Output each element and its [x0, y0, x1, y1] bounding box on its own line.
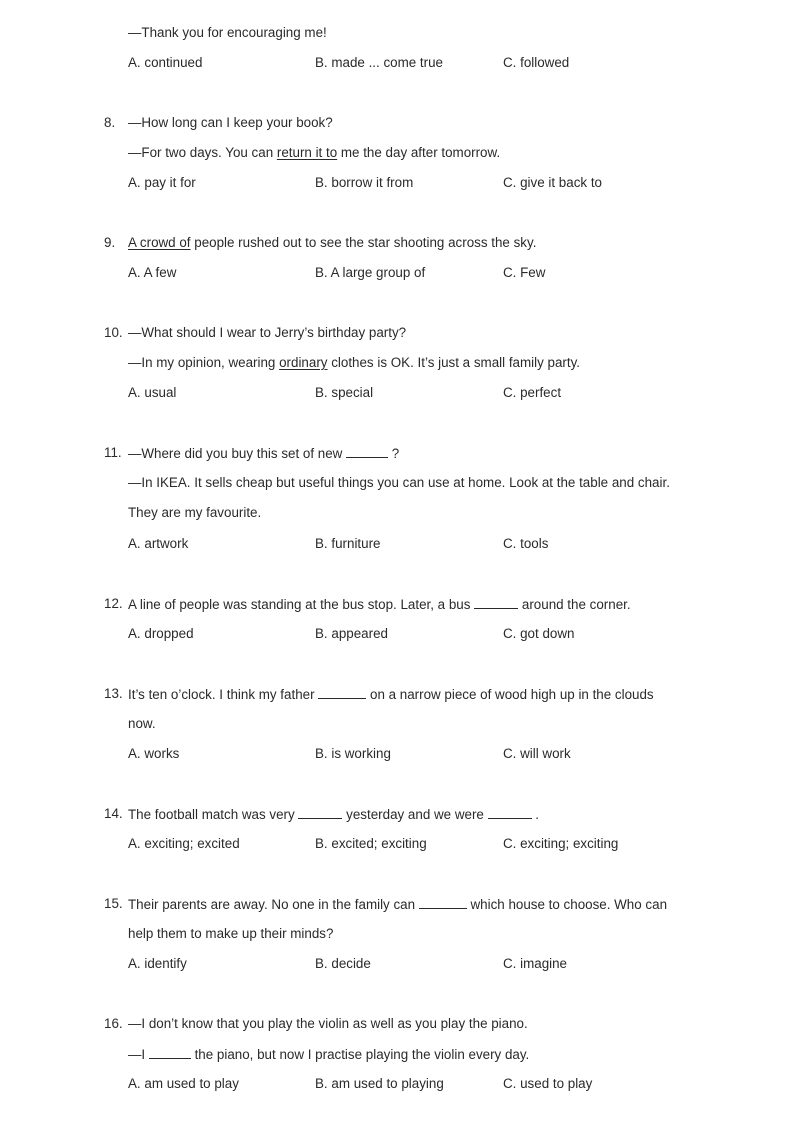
q14-option-c: C. exciting; exciting [503, 836, 619, 851]
q13-option-a: A. works [128, 746, 180, 761]
question-11-number: 11. [104, 445, 122, 460]
q9-option-c: C. Few [503, 265, 546, 280]
q11-line1-pre: —Where did you buy this set of new [128, 446, 347, 461]
question-15-line1 [128, 896, 667, 912]
q12-option-c: C. got down [503, 626, 575, 641]
question-14-line1 [128, 806, 539, 822]
q16-line2-post: the piano, but now I practise playing the violin every day. [190, 1047, 530, 1062]
q16-line2-pre: —I [128, 1047, 149, 1062]
question-8-line1: —How long can I keep your book? [128, 115, 333, 130]
question-11-line1 [128, 445, 399, 461]
question-10-number: 10. [104, 325, 123, 340]
q14-option-a: A. exciting; excited [128, 836, 240, 851]
q13-line1-post: on a narrow piece of wood high up in the clouds [366, 687, 654, 702]
question-13-number: 13. [104, 686, 123, 701]
q16-answer-blank[interactable] [149, 1046, 191, 1059]
q12-option-b: B. appeared [315, 626, 388, 641]
q14-line1-pre: The football match was very [128, 807, 299, 822]
q15-option-c: C. imagine [503, 956, 568, 971]
q12-line1-pre: A line of people was standing at the bus stop. Later, a bus [128, 597, 475, 612]
q11-answer-blank[interactable] [346, 445, 388, 458]
q10-option-c: C. perfect [503, 385, 562, 400]
question-8-number: 8. [104, 115, 116, 130]
q10-line2-post: clothes is OK. It’s just a small family party. [327, 355, 580, 370]
q12-line1-post: around the corner. [518, 597, 631, 612]
question-15-number: 15. [104, 896, 123, 911]
q8-option-c: C. give it back to [503, 175, 602, 190]
q9-option-b: B. A large group of [315, 265, 426, 280]
question-12-line1 [128, 596, 631, 612]
q8-option-a: A. pay it for [128, 175, 196, 190]
question-13-line2: now. [128, 716, 156, 731]
q10-underlined-word: ordinary [279, 355, 328, 370]
question-13-line1 [128, 686, 654, 702]
q14-option-b: B. excited; exciting [315, 836, 427, 851]
q7-option-b: B. made ... come true [315, 55, 444, 70]
q11-option-c: C. tools [503, 536, 549, 551]
q10-line2-pre: —In my opinion, wearing [128, 355, 280, 370]
q14-answer-blank-1[interactable] [298, 806, 342, 819]
question-11-line3: They are my favourite. [128, 505, 262, 520]
q13-option-b: B. is working [315, 746, 391, 761]
question-14-number: 14. [104, 806, 123, 821]
question-16-line1: —I don’t know that you play the violin as well as you play the piano. [128, 1016, 528, 1031]
q13-answer-blank[interactable] [318, 686, 366, 699]
question-7-reply: —Thank you for encouraging me! [128, 25, 327, 40]
q14-line1-post: . [531, 807, 540, 822]
question-12-number: 12. [104, 596, 123, 611]
q12-answer-blank[interactable] [474, 596, 518, 609]
q15-line1-post: which house to choose. Who can [466, 897, 668, 912]
q16-option-b: B. am used to playing [315, 1076, 444, 1091]
q9-underlined-phrase: A crowd of [128, 235, 191, 250]
q11-line1-post: ? [388, 446, 400, 461]
q10-option-a: A. usual [128, 385, 177, 400]
question-16-line2 [128, 1046, 529, 1062]
q15-answer-blank[interactable] [419, 896, 467, 909]
question-10-line1: —What should I wear to Jerry’s birthday party? [128, 325, 407, 340]
q15-line1-pre: Their parents are away. No one in the family can [128, 897, 419, 912]
question-16-number: 16. [104, 1016, 123, 1031]
q14-answer-blank-2[interactable] [488, 806, 532, 819]
q9-line1-post: people rushed out to see the star shooting across the sky. [190, 235, 537, 250]
q7-option-c: C. followed [503, 55, 570, 70]
question-9-number: 9. [104, 235, 116, 250]
question-8-line2 [128, 145, 500, 160]
q7-option-a: A. continued [128, 55, 203, 70]
q14-line1-mid: yesterday and we were [342, 807, 488, 822]
q10-option-b: B. special [315, 385, 374, 400]
q11-option-b: B. furniture [315, 536, 381, 551]
q11-option-a: A. artwork [128, 536, 189, 551]
question-9-line1 [128, 235, 536, 250]
question-11-line2: —In IKEA. It sells cheap but useful things you can use at home. Look at the table and chair. [128, 475, 670, 490]
question-10-line2 [128, 355, 580, 370]
question-15-line2: help them to make up their minds? [128, 926, 334, 941]
q8-underlined-phrase: return it to [276, 145, 338, 160]
q8-option-b: B. borrow it from [315, 175, 414, 190]
q16-option-a: A. am used to play [128, 1076, 239, 1091]
q12-option-a: A. dropped [128, 626, 194, 641]
q15-option-a: A. identify [128, 956, 187, 971]
q15-option-b: B. decide [315, 956, 371, 971]
q13-line1-pre: It’s ten o’clock. I think my father [128, 687, 319, 702]
q13-option-c: C. will work [503, 746, 571, 761]
q8-line2-pre: —For two days. You can [128, 145, 277, 160]
q8-line2-post: me the day after tomorrow. [337, 145, 501, 160]
q16-option-c: C. used to play [503, 1076, 593, 1091]
q9-option-a: A. A few [128, 265, 177, 280]
